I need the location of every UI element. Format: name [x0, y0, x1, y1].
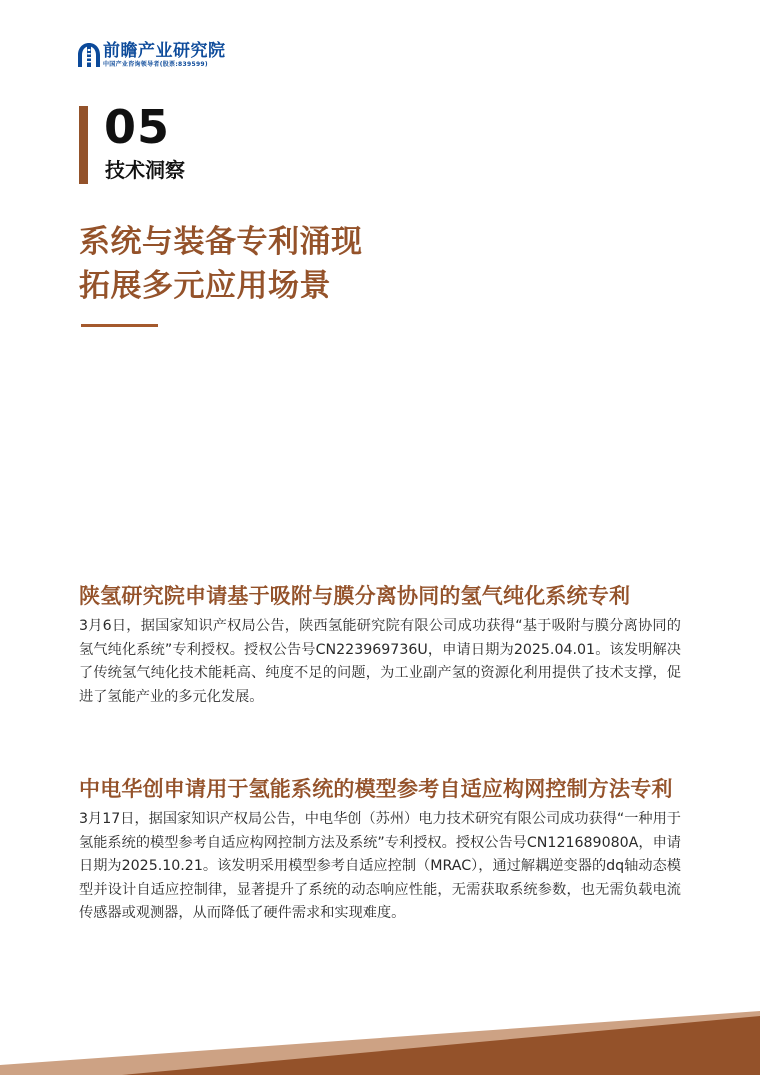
headline-divider: [81, 324, 158, 327]
logo-name: 前瞻产业研究院: [103, 40, 226, 61]
logo-text-group: [103, 40, 226, 68]
headline-line-1: 系统与装备专利涌现: [79, 224, 363, 260]
logo-tagline: 中国产业咨询领导者(股票:839599): [103, 60, 208, 68]
section-accent-bar: [79, 106, 88, 184]
pagoda-building-icon: [78, 42, 100, 68]
section-number: 05: [104, 100, 171, 154]
article-shaanqing-patent: [79, 583, 681, 709]
brand-logo: [78, 42, 226, 68]
headline-line-2: 拓展多元应用场景: [79, 268, 331, 304]
section-name: 技术洞察: [105, 158, 185, 182]
footer-decorative-wedge: [0, 995, 760, 1075]
page-headline: [79, 220, 363, 308]
article-body: 3月6日，据国家知识产权局公告，陕西氢能研究院有限公司成功获得“基于吸附与膜分离协同的氢气纯化系统”专利授权。授权公告号CN223969736U，申请日期为2025.04.01。该发明解决了传统氢气纯化技术能耗高、纯度不足的问题，为工业副产氢的资源化利用提供了技术支撑，促进了氢能产业的多元化发展。: [79, 618, 681, 705]
article-body: 3月17日，据国家知识产权局公告，中电华创（苏州）电力技术研究有限公司成功获得“一种用于氢能系统的模型参考自适应构网控制方法及系统”专利授权。授权公告号CN121689080A，申请日期为2025.10.21。该发明采用模型参考自适应控制（MRAC），通过解耦逆变器的dq轴动态模型并设计自适应控制律，显著提升了系统的动态响应性能，无需获取系统参数，也无需负载电流传感器或观测器，从而降低了硬件需求和实现难度。: [79, 811, 681, 921]
article-title: 陕氢研究院申请基于吸附与膜分离协同的氢气纯化系统专利: [79, 584, 631, 608]
article-title: 中电华创申请用于氢能系统的模型参考自适应构网控制方法专利: [79, 777, 673, 801]
article-zhongdian-patent: [79, 776, 681, 926]
